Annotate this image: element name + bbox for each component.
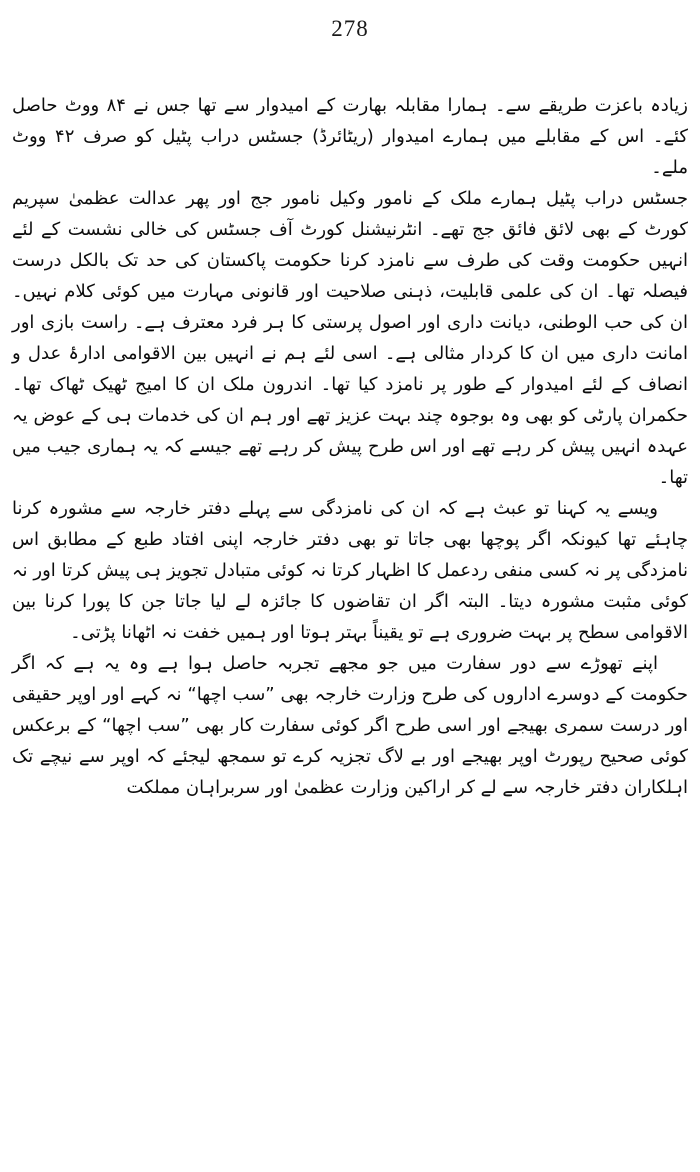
paragraph-4: اپنے تھوڑے سے دور سفارت میں جو مجھے تجربہ حاصل ہوا ہے وہ یہ ہے کہ اگر حکومت کے دوسرے اداروں کی طرح وزارت خارجہ بھی ”سب اچھا“ نہ کہے اور اوپر حقیقی اور درست سمری بھیجے اور اسی طرح اگر کوئی سفارت کار بھی ”سب اچھا“ کے برعکس کوئی صحیح رپورٹ اوپر بھیجے اور بے لاگ تجزیہ کرے تو سمجھ لیجئے کہ اوپر سے نیچے تک اہلکاران دفتر خارجہ سے لے کر اراکین وزارت عظمیٰ اور سربراہان مملکت — [12, 653, 688, 798]
paragraph-1: زیادہ باعزت طریقے سے۔ ہمارا مقابلہ بھارت کے امیدوار سے تھا جس نے ۸۴ ووٹ حاصل کئے۔ اس کے مقابلے میں ہمارے امیدوار (ریٹائرڈ) جسٹس دراب پٹیل کو صرف ۴۲ ووٹ ملے۔ — [12, 95, 688, 178]
paragraph-3: ویسے یہ کہنا تو عبث ہے کہ ان کی نامزدگی سے پہلے دفتر خارجہ سے مشورہ کرنا چاہئے تھا کیونکہ اگر پوچھا بھی جاتا تو بھی دفتر خارجہ اپنی افتاد طبع کے مطابق اس نامزدگی پر نہ کسی منفی ردعمل کا اظہار کرتا نہ کوئی متبادل تجویز ہی پیش کرتا اور نہ کوئی مثبت مشورہ دیتا۔ البتہ اگر ان تقاضوں کا جائزہ لے لیا جاتا جن کا پورا کرنا بین الاقوامی سطح پر بہت ضروری ہے تو یقیناً بہتر ہوتا اور ہمیں خفت نہ اٹھانا پڑتی۔ — [12, 498, 688, 643]
text-body — [10, 90, 690, 803]
page-number: 278 — [331, 16, 369, 41]
paragraph-2: جسٹس دراب پٹیل ہمارے ملک کے نامور وکیل نامور جج اور پھر عدالت عظمیٰ سپریم کورٹ کے بھی لائق فائق جج تھے۔ انٹرنیشنل کورٹ آف جسٹس کی خالی نشست کے لئے انہیں حکومت وقت کی طرف سے نامزد کرنا حکومت پاکستان کی حد تک بالکل درست فیصلہ تھا۔ ان کی علمی قابلیت، ذہنی صلاحیت اور قانونی مہارت میں کوئی کلام نہیں۔ ان کی حب الوطنی، دیانت داری اور اصول پرستی کا ہر فرد معترف ہے۔ راست بازی اور امانت داری میں ان کا کردار مثالی ہے۔ اسی لئے ہم نے انہیں بین الاقوامی ادارۂ عدل و انصاف کے لئے امیدوار کے طور پر نامزد کیا تھا۔ اندرون ملک ان کا امیج ٹھیک ٹھاک تھا۔ حکمران پارٹی کو بھی وہ بوجوہ چند بہت عزیز تھے اور ہم ان کی خدمات ہی کے عوض یہ عہدہ انہیں پیش کر رہے تھے اور اس طرح پیش کر رہے تھے جیسے کہ یہ ہماری جیب میں تھا۔ — [12, 188, 688, 488]
